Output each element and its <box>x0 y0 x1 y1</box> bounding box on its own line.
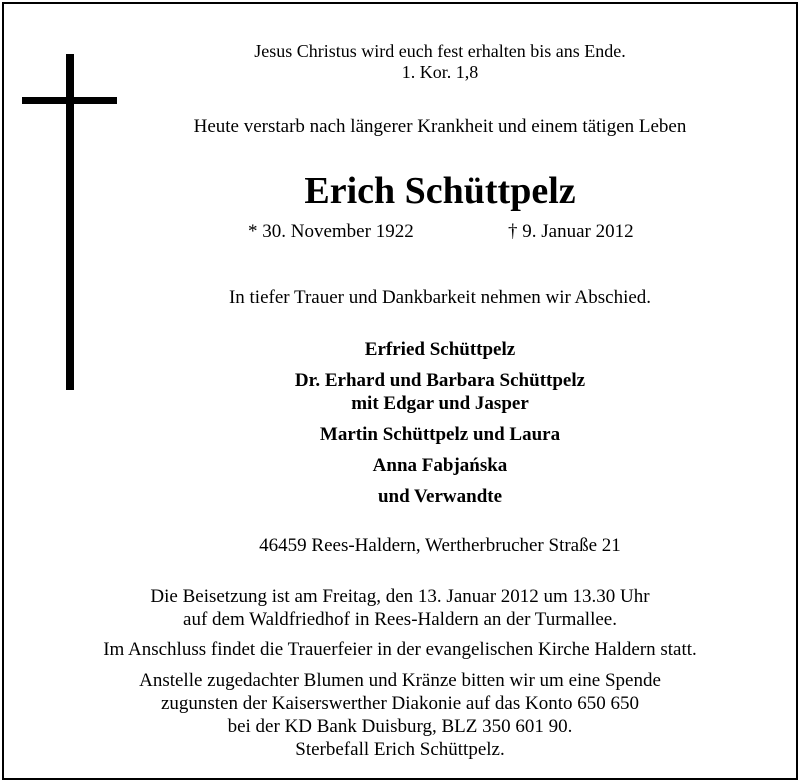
verse-line-1: Jesus Christus wird euch fest erhalten bis ans Ende. <box>254 41 626 61</box>
mourner-name: und Verwandte <box>377 486 503 507</box>
address-text: 46459 Rees-Haldern, Wertherbrucher Straße 21 <box>259 535 621 556</box>
mourner-name: Dr. Erhard und Barbara Schüttpelz <box>294 370 586 391</box>
cross-horizontal-bar <box>22 97 117 104</box>
cross-vertical-bar <box>66 54 74 390</box>
mourner-name: mit Edgar und Jasper <box>351 393 529 414</box>
deceased-name: Erich Schüttpelz <box>304 170 576 212</box>
service-text: Im Anschluss findet die Trauerfeier in der evangelischen Kirche Haldern statt. <box>103 639 697 660</box>
birth-date: * 30. November 1922 <box>248 221 414 242</box>
verse-reference: 1. Kor. 1,8 <box>401 62 479 82</box>
burial-line-2: auf dem Waldfriedhof in Rees-Haldern an der Turmallee. <box>183 609 617 630</box>
donation-line-2: zugunsten der Kaiserswerther Diakonie auf das Konto 650 650 <box>160 693 640 714</box>
donation-line-1: Anstelle zugedachter Blumen und Kränze bitten wir um eine Spende <box>139 670 661 691</box>
death-date: † 9. Januar 2012 <box>508 221 634 242</box>
intro-text: Heute verstarb nach längerer Krankheit und einem tätigen Leben <box>193 116 687 137</box>
farewell-text: In tiefer Trauer und Dankbarkeit nehmen wir Abschied. <box>228 287 652 308</box>
donation-line-3: bei der KD Bank Duisburg, BLZ 350 601 90. <box>227 716 573 737</box>
mourner-name: Anna Fabjańska <box>372 455 508 476</box>
donation-line-4: Sterbefall Erich Schüttpelz. <box>295 739 505 760</box>
burial-line-1: Die Beisetzung ist am Freitag, den 13. Januar 2012 um 13.30 Uhr <box>150 586 650 607</box>
mourner-name: Erfried Schüttpelz <box>364 339 516 360</box>
mourner-name: Martin Schüttpelz und Laura <box>319 424 561 445</box>
